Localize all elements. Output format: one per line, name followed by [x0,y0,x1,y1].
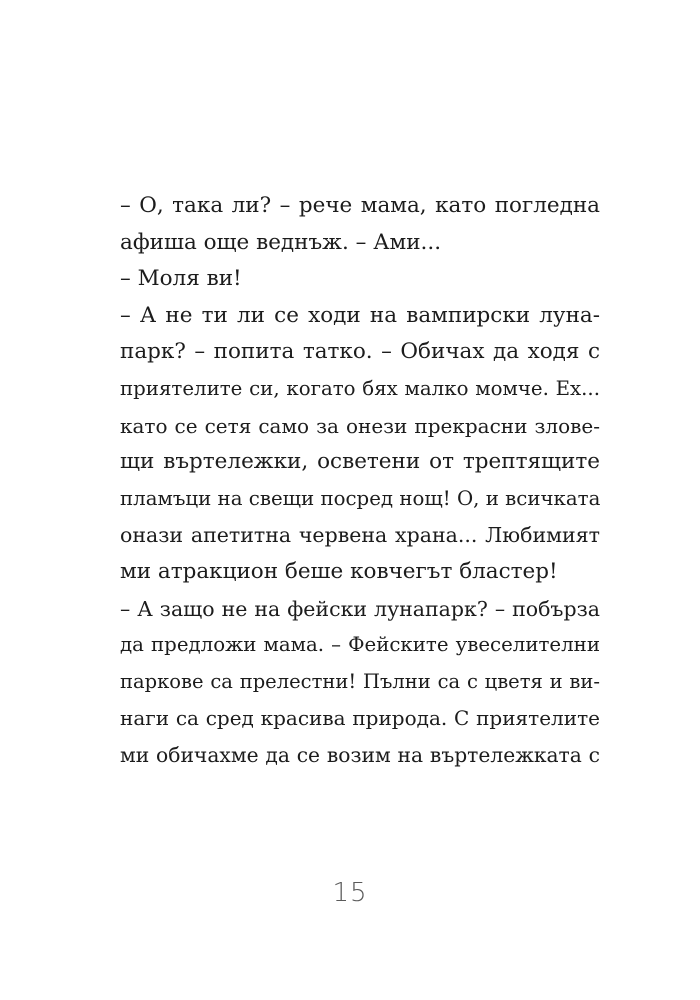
text-line: щи въртележки, осветени от трептящите [120,449,600,475]
text-line: паркове са прелестни! Пълни са с цветя и ви- [120,669,600,693]
text-line: – А защо не на фейски лунапарк? – побърза [120,596,600,621]
text-line: като се сетя само за онези прекрасни злове- [120,413,600,438]
text-line: пламъци на свещи посред нощ! О, и всичката [120,486,600,510]
text-line: приятелите си, когато бях малко момче. Ех... [120,376,600,400]
text-line: онази апетитна червена храна... Любимият [120,523,600,548]
text-line: наги са сред красива природа. С приятелите [120,706,600,731]
text-line: – О, така ли? – рече мама, като погледна [120,193,600,218]
body-text [120,188,600,774]
text-line: ми обичахме да се возим на въртележката с [120,742,600,767]
text-line: да предложи мама. – Фейските увеселителни [120,633,600,657]
text-line: – А не ти ли се ходи на вампирски луна- [120,302,600,328]
text-line: – Моля ви! [120,266,242,292]
page-number: 15 [332,878,368,908]
text-line: парк? – попита татко. – Обичах да ходя с [120,339,600,365]
text-line: ми атракцион беше ковчегът бластер! [120,558,558,584]
text-line: афиша още веднъж. – Ами... [120,229,442,255]
